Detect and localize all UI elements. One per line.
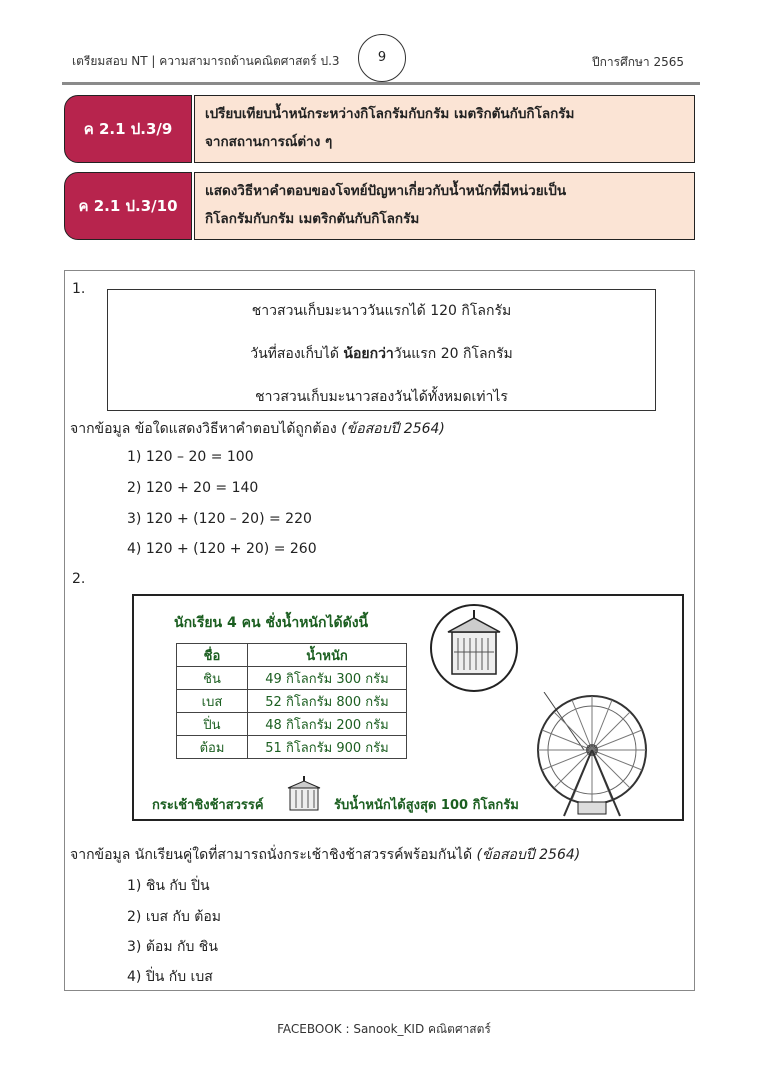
table-cell: 49 กิโลกรัม 300 กรัม [248, 667, 407, 690]
table-cell: 52 กิโลกรัม 800 กรัม [248, 690, 407, 713]
q1-box-text: วันแรก 20 กิโลกรัม [393, 346, 513, 362]
q2-choice-4[interactable]: 4) ปิ่น กับ เบส [127, 969, 213, 985]
q2-exam-note: (ข้อสอบปี 2564) [476, 847, 581, 863]
header-year: ปีการศึกษา 2565 [592, 55, 684, 69]
q2-choice-3[interactable]: 3) ต้อม กับ ชิน [127, 939, 218, 955]
q1-question [70, 418, 445, 440]
table-cell: 48 กิโลกรัม 200 กรัม [248, 713, 407, 736]
page-number: 9 [358, 34, 406, 82]
q2-question [70, 844, 580, 866]
standard-code: ค 2.1 ป.3/9 [64, 95, 192, 163]
header-title: เตรียมสอบ NT | ความสามารถด้านคณิตศาสตร์ ป.3 [72, 54, 340, 68]
table-header-weight: น้ำหนัก [248, 644, 407, 667]
q1-box-text: วันที่สองเก็บได้ [250, 346, 344, 362]
table-cell: 51 กิโลกรัม 900 กรัม [248, 736, 407, 759]
gondola-closeup-icon [428, 602, 520, 694]
table-cell: ปิ่น [177, 713, 248, 736]
q1-number: 1. [72, 281, 86, 297]
table-cell: ชิน [177, 667, 248, 690]
q1-box-line: ชาวสวนเก็บมะนาวสองวันได้ทั้งหมดเท่าไร [255, 389, 508, 405]
figure-caption-max-weight: รับน้ำหนักได้สูงสุด 100 กิโลกรัม [334, 798, 519, 813]
weight-table [176, 643, 407, 759]
q1-choice-4[interactable]: 4) 120 + (120 + 20) = 260 [127, 541, 317, 557]
q2-number: 2. [72, 571, 86, 587]
standard-desc-line: กิโลกรัมกับกรัม เมตริกตันกับกิโลกรัม [205, 211, 420, 227]
q1-choice-2[interactable]: 2) 120 + 20 = 140 [127, 480, 259, 496]
standard-description [194, 172, 695, 240]
figure-title: นักเรียน 4 คน ชั่งน้ำหนักได้ดังนี้ [174, 615, 369, 631]
q1-choice-1[interactable]: 1) 120 – 20 = 100 [127, 449, 254, 465]
gondola-icon [284, 776, 324, 814]
table-cell: ต้อม [177, 736, 248, 759]
ferris-wheel-icon [504, 692, 664, 818]
table-header-name: ชื่อ [177, 644, 248, 667]
figure-caption-gondola: กระเช้าชิงช้าสวรรค์ [152, 798, 264, 813]
table-row [177, 667, 407, 690]
q1-exam-note: (ข้อสอบปี 2564) [341, 421, 445, 437]
table-cell: เบส [177, 690, 248, 713]
q2-question-text: จากข้อมูล นักเรียนคู่ใดที่สามารถนั่งกระเช้าชิงช้าสวรรค์พร้อมกันได้ [70, 847, 477, 863]
q2-figure [132, 594, 684, 821]
q1-choice-3[interactable]: 3) 120 + (120 – 20) = 220 [127, 511, 312, 527]
footer-facebook: FACEBOOK : Sanook_KID คณิตศาสตร์ [277, 1022, 491, 1036]
standard-description [194, 95, 695, 163]
table-header-row [177, 644, 407, 667]
standard-desc-line: เปรียบเทียบน้ำหนักระหว่างกิโลกรัมกับกรัม เมตริกตันกับกิโลกรัม [205, 106, 575, 122]
q1-box-emphasis: น้อยกว่า [343, 346, 394, 362]
q1-box-line [108, 343, 655, 365]
standard-desc-line: จากสถานการณ์ต่าง ๆ [205, 134, 333, 150]
q2-choice-2[interactable]: 2) เบส กับ ต้อม [127, 909, 222, 925]
table-row [177, 690, 407, 713]
standard-row-1 [64, 95, 695, 163]
table-row [177, 736, 407, 759]
standard-desc-line: แสดงวิธีหาคำตอบของโจทย์ปัญหาเกี่ยวกับน้ำหนักที่มีหน่วยเป็น [205, 183, 567, 199]
q1-problem-box [107, 289, 656, 411]
header-divider [62, 82, 700, 85]
q1-box-line: ชาวสวนเก็บมะนาววันแรกได้ 120 กิโลกรัม [251, 303, 512, 319]
q1-question-text: จากข้อมูล ข้อใดแสดงวิธีหาคำตอบได้ถูกต้อง [70, 421, 342, 437]
table-row [177, 713, 407, 736]
standard-code: ค 2.1 ป.3/10 [64, 172, 192, 240]
q2-choice-1[interactable]: 1) ชิน กับ ปิ่น [127, 878, 210, 894]
standard-row-2 [64, 172, 695, 240]
